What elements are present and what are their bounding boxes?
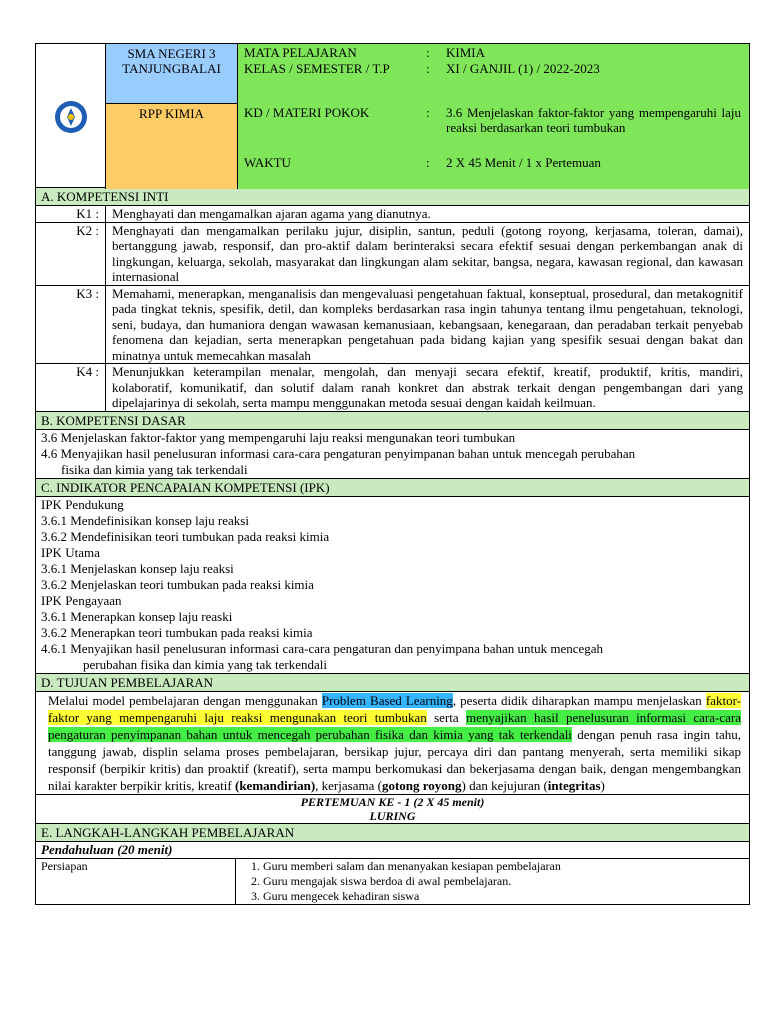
ki-number: K4 :: [36, 364, 106, 411]
step-category: Persiapan: [36, 859, 236, 904]
tujuan-text: , peserta didik diharapkan mampu menjelaskan: [452, 692, 706, 708]
ki-row: [35, 206, 750, 223]
ki-number: K2 :: [36, 223, 106, 285]
ipk-line: IPK Pengayaan: [41, 592, 122, 608]
ki-text: Menunjukkan keterampilan menalar, mengolah, dan menyaji secara efektif, kreatif, produktif, kritis, mandiri, kolaboratif, komunikatif, dan solutif dalam ranah konkret dan abstrak terkait dengan pengembangan dari yang dipelajarinya di sekolah, serta mampu menggunakan metoda sesuai dengan kaidah keilmuan.: [112, 364, 743, 410]
ipk-line: IPK Utama: [41, 544, 100, 560]
ki-text: Memahami, menerapkan, menganalisis dan mengevaluasi pengetahuan faktual, konseptual, prosedural, dan metakognitif pada tingkat teknis, spesifik, detil, dan kompleks berdasarkan rasa ingin tahunya tentang ilmu pengetahuan, teknologi, seni, budaya, dan humaniora dengan wawasan kemanusiaan, kebangsaan, kenegaraan, dan peradaban terkait penyebab fenomena dan kejadian, serta menerapkan pengetahuan pada bidang kajian yang spesifik sesuai dengan bakat dan minatnya untuk memecahkan masalah: [112, 285, 743, 363]
ipk-line: perubahan fisika dan kimia yang tak terkendali: [83, 656, 328, 672]
section-kd-title: B. KOMPETENSI DASAR: [35, 412, 750, 430]
skill-highlight: menyajikan hasil penelusuran informasi cara-cara pengaturan penyimpanan bahan untuk mencegah perubahan fisika dan kimia yang tak terkendali: [48, 709, 741, 742]
class-value: XI / GANJIL (1) / 2022-2023: [446, 61, 600, 76]
kd-line: fisika dan kimia yang tak terkendali: [61, 461, 248, 477]
step-item: 2. Guru mengajak siswa berdoa di awal pembelajaran.: [263, 874, 744, 889]
class-label: KELAS / SEMESTER / T.P: [244, 61, 390, 76]
ipk-line: 3.6.2 Menjelaskan teori tumbukan pada reaksi kimia: [41, 576, 314, 592]
colon: :: [426, 45, 430, 60]
ki-text: Menghayati dan mengamalkan ajaran agama yang dianutnya.: [112, 206, 431, 221]
rpp-document: [35, 43, 750, 905]
ipk-line: 3.6.1 Mendefinisikan konsep laju reaksi: [41, 512, 249, 528]
school-name: SMA NEGERI 3 TANJUNGBALAI: [106, 44, 238, 104]
section-ipk-title: C. INDIKATOR PENCAPAIAN KOMPETENSI (IPK): [35, 479, 750, 497]
langkah-subtitle: Pendahuluan (20 menit): [35, 842, 750, 859]
ki-row: [35, 364, 750, 412]
tujuan-text: ) dan kejujuran (: [461, 777, 548, 793]
header-info: [238, 44, 749, 189]
tujuan-paragraph: [35, 692, 750, 795]
ipk-line: 3.6.1 Menerapkan konsep laju reaski: [41, 608, 233, 624]
section-tujuan-title: D. TUJUAN PEMBELAJARAN: [35, 674, 750, 692]
ipk-block: [35, 497, 750, 674]
logo-cell: [36, 44, 106, 189]
character-bold: (kemandirian): [234, 777, 316, 793]
ki-row: [35, 223, 750, 286]
colon: :: [426, 155, 430, 170]
ki-text: Menghayati dan mengamalkan perilaku jujur, disiplin, santun, peduli (gotong royong, kerjasama, toleran, damai), bertanggung jawab, responsif, dan pro-aktif dalam berinteraksi secara efektif sesuai dengan perkembangan anak di lingkungan, keluarga, sekolah, masyarakat dan lingkungan alam sekitar, bangsa, negara, kawasan regional, dan kawasan internasional: [112, 222, 743, 284]
tujuan-text: , kerjasama (: [315, 777, 382, 793]
section-ki-title: A. KOMPETENSI INTI: [35, 188, 750, 206]
time-value: 2 X 45 Menit / 1 x Pertemuan: [446, 155, 601, 170]
ki-number: K3 :: [36, 286, 106, 364]
colon: :: [426, 61, 430, 76]
tujuan-text: Melalui model pembelajaran dengan menggunakan: [48, 692, 322, 708]
character-bold: gotong royong: [381, 777, 462, 793]
pertemuan-mode: LURING: [369, 808, 416, 823]
ki-number: K1 :: [36, 206, 106, 222]
time-label: WAKTU: [244, 155, 291, 170]
tut-wuri-handayani-logo-icon: [53, 99, 89, 135]
character-bold: integritas: [547, 777, 601, 793]
kd-line: 3.6 Menjelaskan faktor-faktor yang mempengaruhi laju reaksi mengunakan teori tumbukan: [41, 429, 516, 445]
pertemuan-title: PERTEMUAN KE - 1 (2 X 45 menit): [300, 794, 485, 809]
ipk-line: 3.6.2 Mendefinisikan teori tumbukan pada reaksi kimia: [41, 528, 330, 544]
pertemuan-block: [35, 795, 750, 824]
tujuan-text: serta: [426, 709, 467, 725]
ipk-line: 4.6.1 Menyajikan hasil penelusuran informasi cara-cara pengaturan dan penyimpana bahan untuk mencegah: [41, 640, 604, 656]
step-item: 1. Guru memberi salam dan menanyakan kesiapan pembelajaran: [263, 859, 744, 874]
ipk-line: 3.6.1 Menjelaskan konsep laju reaksi: [41, 560, 234, 576]
ipk-line: 3.6.2 Menerapkan teori tumbukan pada reaksi kimia: [41, 624, 313, 640]
langkah-steps: [35, 859, 750, 905]
tujuan-text: ): [600, 777, 605, 793]
kd-line: 4.6 Menyajikan hasil penelusuran informasi cara-cara pengaturan penyimpanan bahan untuk mencegah perubahan: [41, 445, 636, 461]
subject-value: KIMIA: [446, 45, 485, 60]
section-langkah-title: E. LANGKAH-LANGKAH PEMBELAJARAN: [35, 824, 750, 842]
kd-value: 3.6 Menjelaskan faktor-faktor yang mempengaruhi laju reaksi berdasarkan teori tumbukan: [446, 105, 741, 135]
header-table: [35, 43, 750, 188]
kd-label: KD / MATERI POKOK: [244, 105, 370, 120]
ipk-line: IPK Pendukung: [41, 496, 124, 512]
subject-label: MATA PELAJARAN: [244, 45, 357, 60]
goal-highlight: faktor-faktor yang mempengaruhi laju reaksi mengunakan teori tumbukan: [48, 692, 741, 725]
step-item: 3. Guru mengecek kehadiran siswa: [263, 889, 744, 904]
kd-block: [35, 430, 750, 479]
rpp-title: RPP KIMIA: [106, 104, 238, 189]
step-list: [241, 859, 744, 904]
tujuan-text: dengan penuh rasa ingin tahu, tanggung jawab, displin selama proses pembelajaran, bersikap jujur, percaya diri dan pantang menyerah, serta memiliki sikap responsif (berpikir kritis) dan proaktif (kreatif), serta mampu berkomukasi dan bekerjasama dengan baik, dengan mengembangkan nilai karakter berpikir kritis, kreatif: [48, 726, 741, 793]
ki-row: [35, 286, 750, 365]
colon: :: [426, 105, 430, 120]
model-highlight: Problem Based Learning: [321, 692, 453, 708]
